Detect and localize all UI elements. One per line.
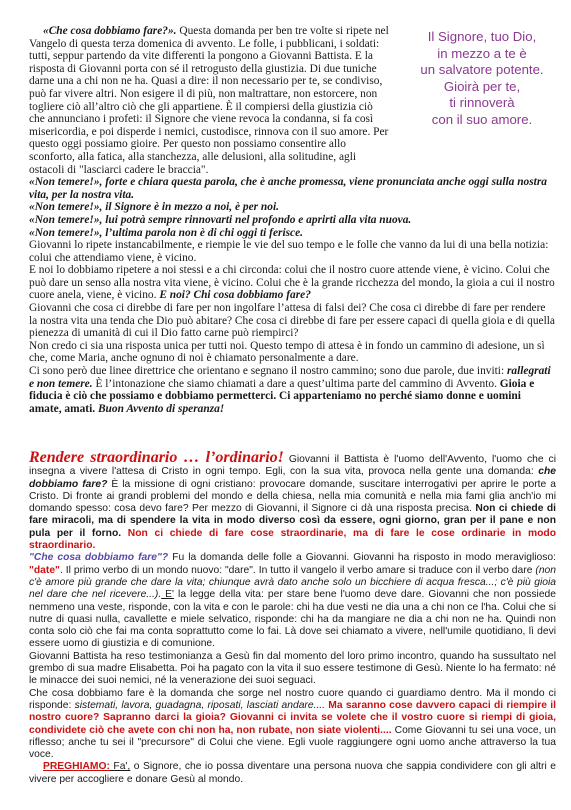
prayer-label: PREGHIAMO: (42, 761, 110, 773)
paragraph: Non credo ci sia una risposta unica per tutti noi. Questo tempo di attesa è in fondo un cammino di adesione, un sì che, come Maria, anche ognuno di noi è chiamato personalmente a dare. (29, 339, 545, 365)
fear-not-line: «Non temere!», il Signore è in mezzo a noi, è per noi. (29, 201, 279, 214)
fear-not-line: «Non temere!», lui potrà sempre rinnovarti nel profondo e aprirti alla vita nuova. (29, 213, 412, 226)
section-title: Rendere straordinario … l’ordinario! (29, 449, 284, 466)
reflection-section (29, 25, 556, 415)
intro-lead: «Che cosa dobbiamo fare?». (43, 25, 177, 37)
intro-paragraph (29, 25, 391, 176)
paragraph: Giovanni lo ripete instancabilmente, e riempie le vie del suo tempo e le folle che vanno da lui di una bella notizia: colui che attendiamo viene, è vicino. (29, 239, 549, 264)
paragraph: E noi lo dobbiamo ripetere a noi stessi e a chi circonda: colui che il nostro cuore attende viene, è vicino. Colui che può dare un senso alla nostra vita viene, è vicino. Colui che è la grande ricchezza del mondo, la gioia a cui il nostro cuore anela, viene, è vicino. E noi? Chi cosa dobbiamo fare? (29, 264, 555, 302)
prayer: PREGHIAMO: Fa', o Signore, che io possa diventare una persona nuova che sappia condividere con gli altri e vivere per accogliere e donare Gesù al mondo. (29, 761, 556, 785)
paragraph: "Che cosa dobbiamo fare"? Fu la domanda delle folle a Giovanni. Giovanni ha risposto in modo meraviglioso: "date". Il primo verbo di un mondo nuovo: "dare". In tutto il vangelo il verbo amare si traduce con il verbo dare (non c'è amore più grande che dare la vita; chiunque avrà dato anche solo un bicchiere di acqua fresca...; c'è più gioia nel dare che nel ricevere...). E' la legge della vita: per stare bene l'uomo deve dare. Giovanni che non possiede nemmeno una veste, risponde, con la vita e con le parole: chi ha due vesti ne dia una a chi non ce l'ha. Colui che si nutre di quasi nulla, cavallette e miele selvatico, risponde: chi ha da mangiare ne dia a chi non ne ha. Quindi non conta solo ciò che fai ma conta soprattutto come lo fai. Là dove sei chiamato a vivere, nell'umile quotidiano, lì devi essere uomo di giustizia e di comunione. (29, 552, 556, 650)
quote-line: Gioirà per te, (443, 78, 521, 94)
intro-body: Questa domanda per ben tre volte si ripete nel Vangelo di questa terza domenica di avvento. Le folle, i pubblicani, i soldati: tutti, seppur partendo da vite differenti la pongono a Giovanni Battista. E la risposta di Giovanni porta con sé il retrogusto della giustizia. Di due tuniche darne una a chi non ne ha. Quasi a dire: il non necessario per te, se condiviso, può far vivere altri. Non esigere il di più, non maltrattare, non estorcere, non togliere ciò all’altro ciò che gli appartiene. È il compiersi della giustizia ciò che annunciano i profeti: il Signore che viene revoca la condanna, si fa così misericordia, e poi disperde i nemici, custodisce, rinnova con il suo amore. Per questo oggi possiamo gioire. Per questo non possiamo consentire allo sconforto, alla fatica, alla stanchezza, alle delusioni, alla solitudine, agli ostacoli di "lasciarci cadere le braccia". (29, 25, 389, 176)
paragraph: Giovanni Battista ha reso testimonianza a Gesù fin dal momento del loro primo incontro, quando ha sussultato nel grembo di sua madre Elisabetta. Poi ha pagato con la vita il suo essere testimone di Gesù. Niente lo ha fermato: né le minacce dei suoi nemici, né la venerazione dei suoi seguaci. (29, 650, 556, 687)
quote-line: un salvatore potente. (420, 62, 544, 78)
quote-line: Il Signore, tuo Dio, (427, 29, 537, 44)
quote-line: in mezzo a te è (437, 45, 527, 61)
paragraph: Ci sono però due linee direttrice che orientano e segnano il nostro cammino; sono due parole, due inviti: rallegrati e non temere. È l’intonazione che siamo chiamati a dare a quest’ultima parte del cammino di Avvento. Gioia e fiducia è ciò che possiamo e dobbiamo permetterci. Ci apparteniamo no perché siamo donne e uomini amate, amati. Buon Avvento di speranza! (29, 365, 551, 415)
paragraph: Rendere straordinario … l’ordinario! Giovanni il Battista è l'uomo dell'Avvento, l'uomo che ci insegna a vivere l'attesa di Cristo in ogni tempo. Egli, con la sua vita, provoca nella gente una domanda: che dobbiamo fare? È la missione di ogni cristiano: provocare domande, suscitare interrogativi per aprire le porte a Cristo. Di fronte ai grandi problemi del mondo e della chiesa, nella mia comunità e nella mia fami glia anch'io mi domando spesso: cosa devo fare? Per mezzo di Giovanni, il Signore ci dà una risposta precisa. Non ci chiede di fare miracoli, ma di spendere la vita in modo diverso così da essere, ogni giorno, gran per il pane e non pula per il forno. Non ci chiede di fare cose straordinarie, ma di fare le cose ordinarie in modo straordinario. (29, 449, 556, 552)
quote-line: ti rinnoverà (449, 95, 515, 111)
fear-not-line: «Non temere!», forte e chiara questa parola, che è anche promessa, viene pronunciata anche oggi sulla nostra vita, per la nostra vita. (29, 176, 547, 201)
commentary-section (29, 449, 556, 786)
paragraph: Che cosa dobbiamo fare è la domanda che sorge nel nostro cuore quando ci guardiamo dentro. Ma il mondo ci risponde: sistemati, lavora, guadagna, riposati, lasciati andare.... Ma saranno cose davvero capaci di riempire il nostro cuore? Sapranno darci la gioia? Giovanni ci invita se volete che il vostro cuore si riempi di gioia, condividete ciò che avete con chi non ha, non rubate, non siate violenti.... Come Giovanni tu sei una voce, un riflesso; anche tu sei il "precursore" di Colui che viene. Egli vuole raggiungere ogni uomo anche attraverso la tua voce. (29, 687, 556, 761)
fear-not-line: «Non temere!», l’ultima parola non è di chi oggi ti ferisce. (29, 226, 304, 239)
quote-line: con il suo amore. (431, 111, 533, 127)
paragraph: Giovanni che cosa ci direbbe di fare per non ingolfare l’attesa di falsi dei? Che cosa ci direbbe di fare per rendere la nostra vita una tenda che Dio può abitare? Che cosa ci direbbe di fare per essere capaci di quella gioia e di quella pienezza di umanità di cui il Dio fatto carne può riempirci? (29, 302, 555, 340)
